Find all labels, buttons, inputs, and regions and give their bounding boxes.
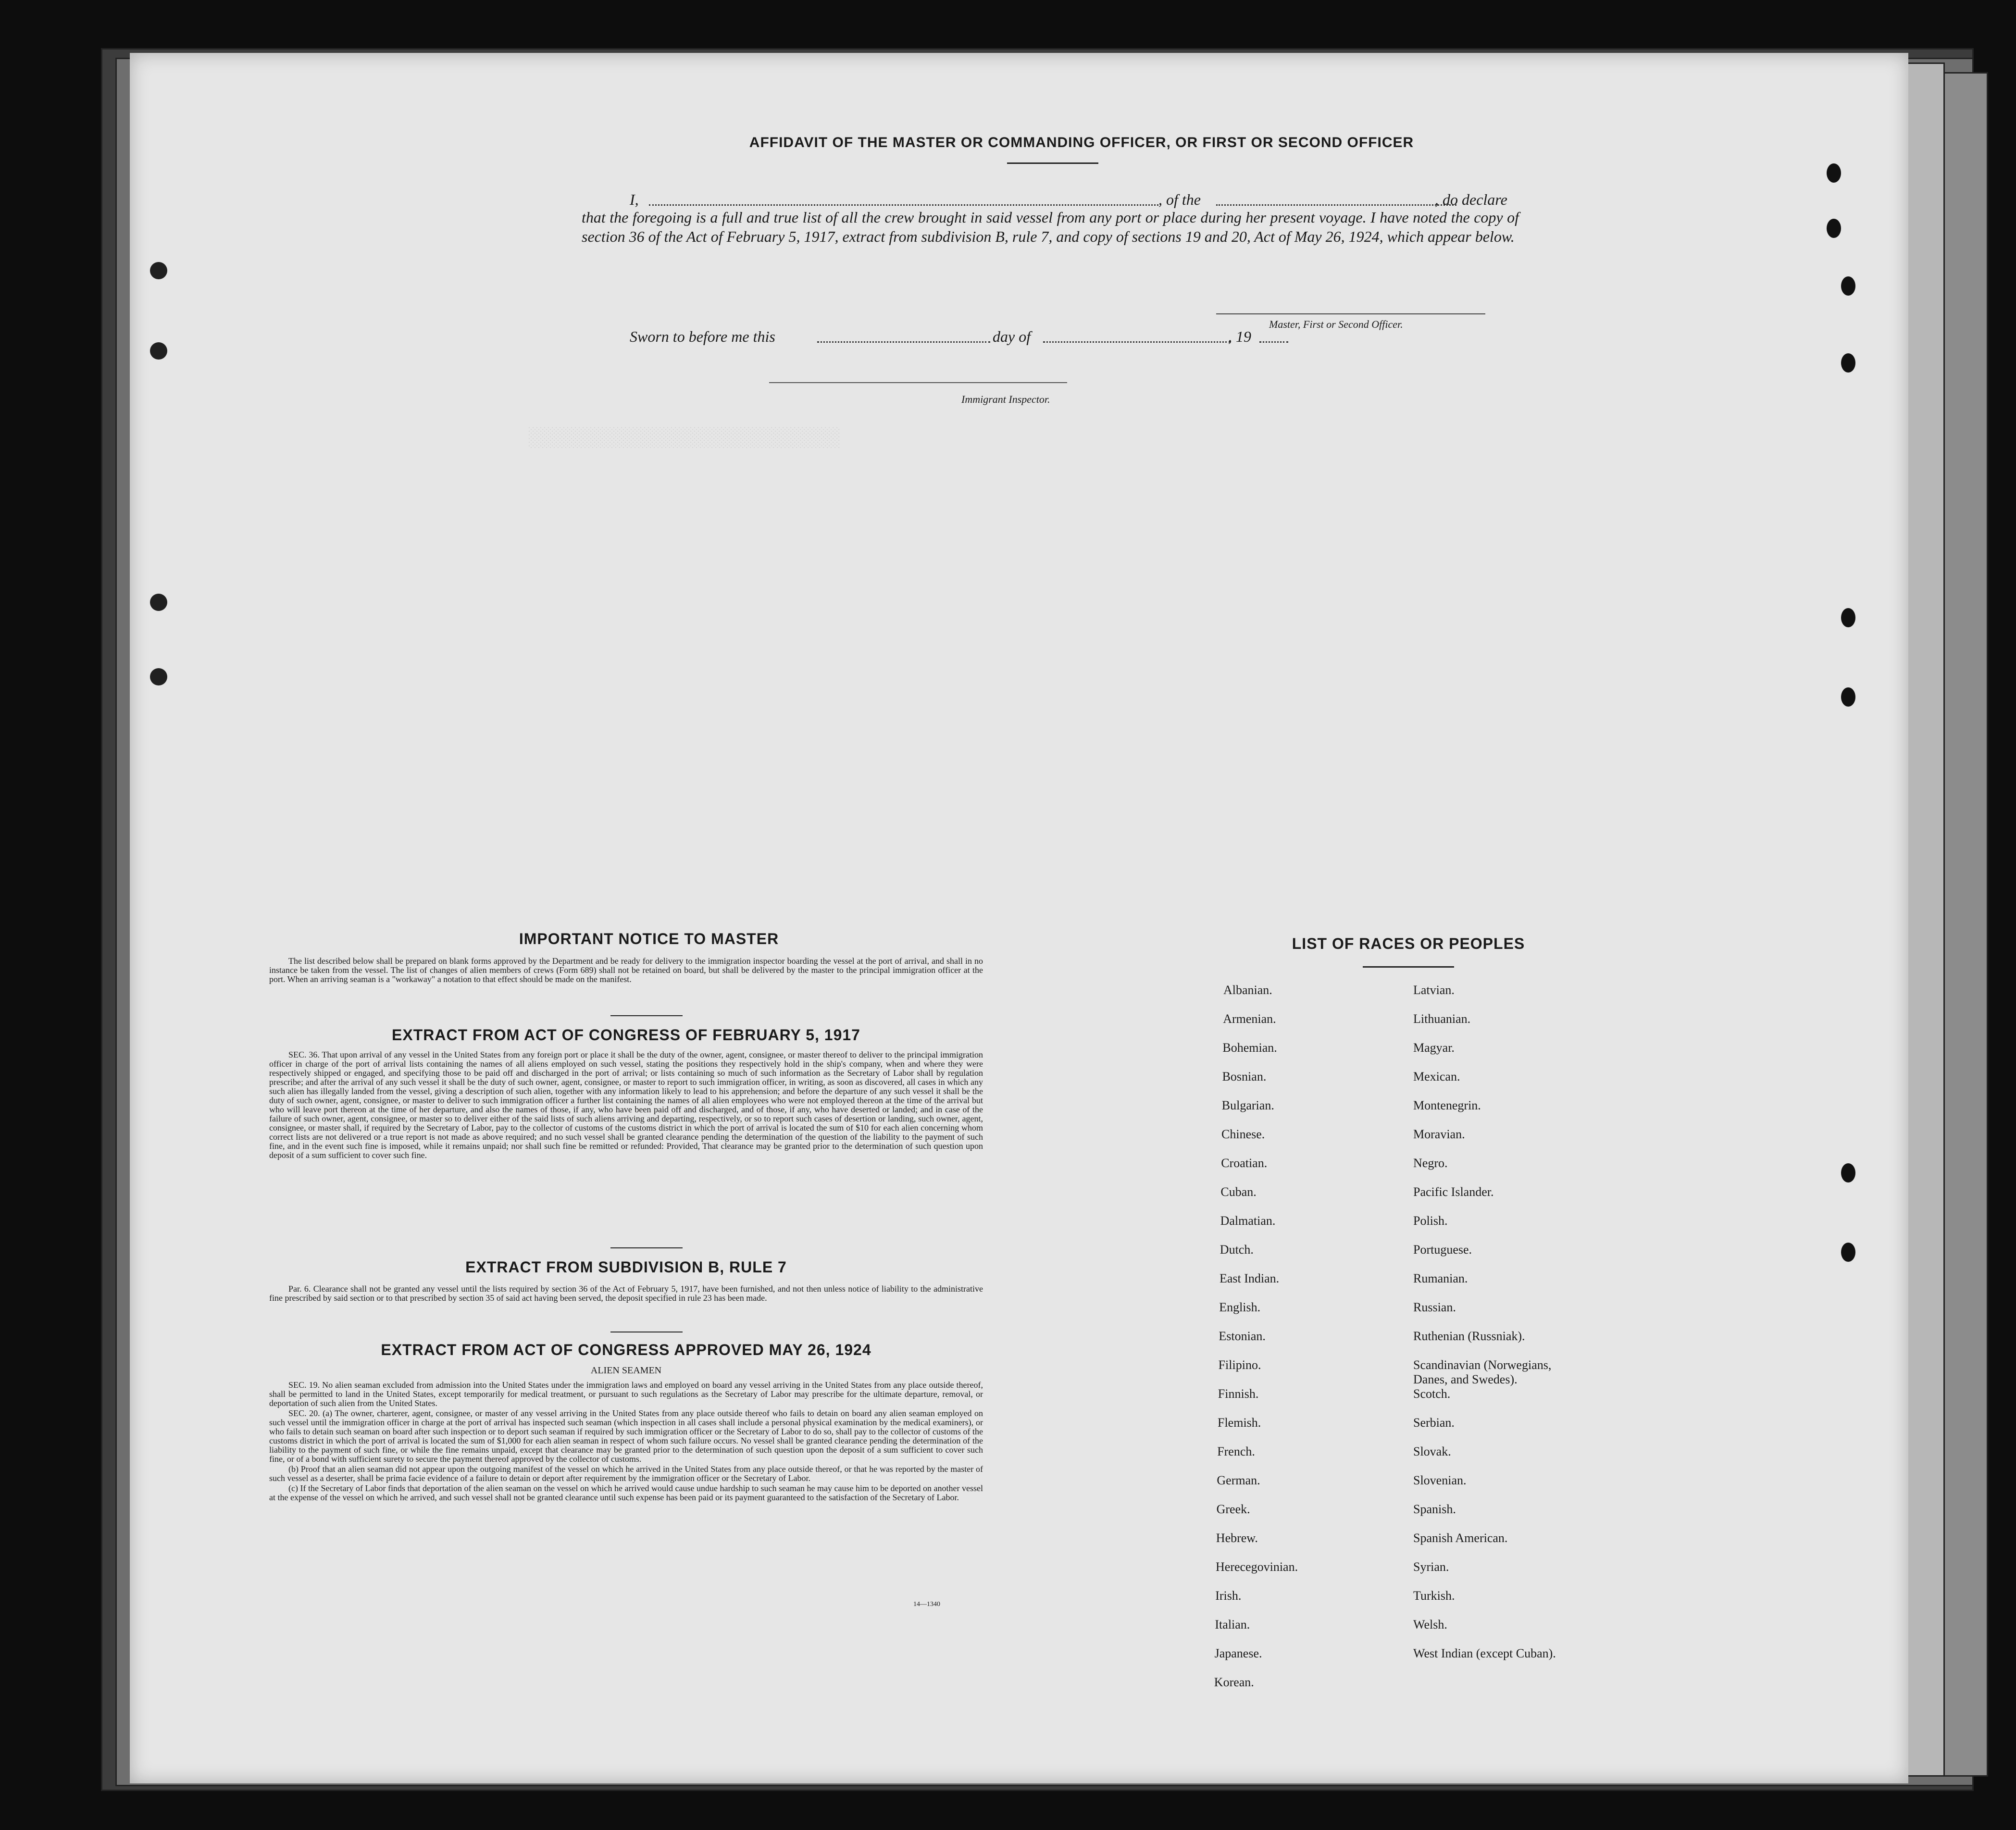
- document-page: [130, 53, 1908, 1783]
- vessel-field[interactable]: [1216, 204, 1456, 206]
- race-item: Hebrew.: [1216, 1531, 1258, 1545]
- race-item: East Indian.: [1220, 1271, 1280, 1285]
- punch-hole: [150, 594, 167, 611]
- race-item: Serbian.: [1413, 1416, 1455, 1430]
- race-item: Negro.: [1413, 1156, 1448, 1170]
- extract-1917-title: EXTRACT FROM ACT OF CONGRESS OF FEBRUARY 5, 1917: [392, 1026, 860, 1044]
- sworn-day-field[interactable]: [817, 341, 990, 343]
- race-item: Herecegovinian.: [1216, 1560, 1298, 1574]
- punch-hole: [1841, 276, 1855, 296]
- rule7-text: Par. 6. Clearance shall not be granted any vessel until the lists required by section 36 of the Act of February 5, 1917, have been furnished, and not then unless notice of liability to the administrative fine prescribed by said section or to that prescribed by section 35 of said act having been served, the deposit specified in rule 23 has been made.: [269, 1284, 983, 1303]
- punch-hole: [1841, 353, 1855, 373]
- race-item: German.: [1217, 1473, 1260, 1487]
- race-item: Moravian.: [1413, 1127, 1465, 1141]
- race-item: Magyar.: [1413, 1041, 1455, 1055]
- race-item: Slovenian.: [1413, 1473, 1467, 1487]
- punch-hole: [1827, 219, 1841, 238]
- race-item: West Indian (except Cuban).: [1413, 1646, 1556, 1660]
- affidavit-title: AFFIDAVIT OF THE MASTER OR COMMANDING OFFICER, OR FIRST OR SECOND OFFICER: [749, 135, 1414, 150]
- race-item: Dalmatian.: [1220, 1214, 1276, 1228]
- sworn-year-field[interactable]: [1259, 341, 1288, 343]
- race-item: Scandinavian (Norwegians,: [1413, 1358, 1552, 1372]
- race-item: Turkish.: [1413, 1589, 1455, 1603]
- race-item: Latvian.: [1413, 983, 1455, 997]
- rule7-title: EXTRACT FROM SUBDIVISION B, RULE 7: [465, 1258, 787, 1276]
- race-item: French.: [1217, 1444, 1255, 1458]
- punch-hole: [150, 262, 167, 279]
- races-underline: [1363, 966, 1454, 968]
- race-item: Flemish.: [1218, 1416, 1261, 1430]
- race-item: Albanian.: [1223, 983, 1272, 997]
- sworn-year: , 19: [1228, 328, 1251, 345]
- divider: [610, 1247, 683, 1248]
- race-item: Welsh.: [1413, 1618, 1447, 1631]
- affidavit-do-declare: , do declare: [1435, 191, 1507, 208]
- notice-text: The list described below shall be prepared on blank forms approved by the Department and be ready for delivery to the immigration inspector boarding the vessel at the port of arrival, and shall in no instance be taken from the vessel. The list of changes of alien members of crews (Form 689) shall not be retained on board, but shall be delivered by the master to the principal immigration officer at the port. When an arriving seaman is a "workaway" a notation to that effect should be made on the manifest.: [269, 956, 983, 984]
- sworn-prefix: Sworn to before me this: [630, 328, 775, 345]
- sec19: SEC. 19. No alien seaman excluded from admission into the United States under the immigration laws and employed on board any vessel arriving in the United States from any place outside thereof, shall be permitted to land in the United States, except temporarily for medical treatment, or pursuant to such regulations as the Secretary of Labor may prescribe for the ultimate departure, removal, or deportation of such alien from the United States.: [269, 1380, 983, 1408]
- race-item: Syrian.: [1413, 1560, 1449, 1574]
- punch-hole: [1841, 608, 1855, 627]
- race-item: Danes, and Swedes).: [1413, 1372, 1518, 1386]
- race-item: Scotch.: [1413, 1387, 1451, 1401]
- race-item: Chinese.: [1221, 1127, 1265, 1141]
- affidavit-i: I,: [630, 191, 639, 208]
- race-item: Dutch.: [1220, 1243, 1254, 1257]
- form-number: 14—1340: [913, 1601, 940, 1608]
- sec20c: (c) If the Secretary of Labor finds that deportation of the alien seaman on the vessel on which he arrived would cause undue hardship to such seaman he may cause him to be deported on another vessel at the expense of the vessel on which he arrived, and such vessel shall not be granted clearance until such expense has been paid or its payment guaranteed to the satisfaction of the Secretary of Labor.: [269, 1483, 983, 1502]
- race-item: Russian.: [1413, 1300, 1456, 1314]
- punch-hole: [1841, 1243, 1855, 1262]
- race-item: Croatian.: [1221, 1156, 1268, 1170]
- race-item: Italian.: [1215, 1618, 1250, 1631]
- race-item: Cuban.: [1220, 1185, 1257, 1199]
- sworn-month-field[interactable]: [1043, 341, 1231, 343]
- race-item: Slovak.: [1413, 1444, 1451, 1458]
- race-item: Portuguese.: [1413, 1243, 1472, 1257]
- signature-line[interactable]: [1216, 313, 1485, 314]
- alien-seamen-subtitle: ALIEN SEAMEN: [590, 1365, 662, 1376]
- race-item: Bosnian.: [1222, 1070, 1267, 1083]
- inspector-label: Immigrant Inspector.: [961, 393, 1050, 405]
- race-item: Lithuanian.: [1413, 1012, 1471, 1026]
- signature-label: Master, First or Second Officer.: [1269, 318, 1403, 330]
- race-item: Greek.: [1216, 1502, 1250, 1516]
- race-item: Mexican.: [1413, 1070, 1460, 1083]
- affidavit-body: that the foregoing is a full and true list of all the crew brought in said vessel from any port or place during her present voyage. I have noted the copy of section 36 of the Act of February 5, 1917, extract from subdivision B, rule 7, and copy of sections 19 and 20, Act of May 26, 1924, which appear below.: [582, 209, 1519, 245]
- race-item: Estonian.: [1219, 1329, 1266, 1343]
- race-item: Bulgarian.: [1221, 1098, 1274, 1112]
- race-item: Rumanian.: [1413, 1271, 1468, 1285]
- extract-1917-text: SEC. 36. That upon arrival of any vessel in the United States from any foreign port or place it shall be the duty of the owner, agent, consignee, or master thereof to deliver to the principal immigration officer in charge of the port of arrival lists containing the names of all aliens employed on such vessel, stating the positions they respectively hold in the ship's company, when and where they were respectively shipped or engaged, and specifying those to be paid off and discharged in the port of arrival; or lists containing so much of such information as the Secretary of Labor shall by regulation prescribe; and after the arrival of any such vessel it shall be the duty of such owner, agent, consignee, or master to report to such immigration officer, in writing, as soon as discovered, all cases in which any such alien has illegally landed from the vessel, giving a description of such alien, together with any information likely to lead to his apprehension; and before the departure of any such vessel it shall be the duty of such owner, agent, consignee, or master to deliver to such immigration officer a further list containing the names of all alien employees who were not employed thereon at the time of the arrival but who will leave port thereon at the time of her departure, and also the names of those, if any, who have been paid off and discharged, and of those, if any, who have deserted or landed; and in case of the failure of such owner, agent, consignee, or master so to deliver either of the said lists of such aliens arriving and departing, respectively, or so to report such cases of desertion or landing, such owner, agent, consignee, or master shall, if required by the Secretary of Labor, pay to the collector of customs of the customs district in which the port of arrival is located the sum of $10 for each alien concerning whom correct lists are not delivered or a true report is not made as above required; and no such vessel shall be granted clearance pending the determination of the question of the liability to the payment of such fine, and in the event such fine is imposed, while it remains unpaid; nor shall such fine be remitted or refunded: Provided, That clearance may be granted prior to the determination of such question upon deposit of a sum sufficient to cover such fine.: [269, 1050, 983, 1160]
- sec20b: (b) Proof that an alien seaman did not appear upon the outgoing manifest of the vessel on which he arrived in the United States from any place outside thereof, or that he was reported by the master of such vessel as a deserter, shall be prima facie evidence of a failure to detain or deport after requirement by the immigration officer or the Secretary of Labor.: [269, 1464, 983, 1483]
- bleed-through: ░░░░░░░░░░░░░░░░░░░░░░░░░░░: [529, 428, 841, 449]
- race-item: Finnish.: [1218, 1387, 1259, 1401]
- punch-hole: [1841, 687, 1855, 707]
- title-underline: [1007, 162, 1098, 164]
- punch-hole: [1841, 1163, 1855, 1183]
- race-item: Korean.: [1214, 1675, 1254, 1689]
- affidavit-of-the: , of the: [1158, 191, 1201, 208]
- race-item: Spanish American.: [1413, 1531, 1508, 1545]
- punch-hole: [150, 342, 167, 360]
- race-item: Spanish.: [1413, 1502, 1456, 1516]
- sec20a: SEC. 20. (a) The owner, charterer, agent, consignee, or master of any vessel arriving in the United States from any place outside thereof who fails to detain on board any alien seaman employed on such vessel until the immigration officer in charge at the port of arrival has inspected such seaman (which inspection in all cases shall include a personal physical examination by the medical examiners), or who fails to detain such seaman on board after such inspection or to deport such seaman if required by such immigration officer or the Secretary of Labor to do so, shall pay to the collector of customs of the customs district in which the port of arrival is located the sum of $1,000 for each alien seaman in respect of whom such failure occurs. No vessel shall be granted clearance pending the determination of the liability to the payment of such fine, or while the fine remains unpaid, except that clearance may be granted prior to the determination of such question upon the deposit of a sum sufficient to cover such fine, or of a bond with sufficient surety to secure the payment thereof approved by the collector of customs.: [269, 1408, 983, 1464]
- divider: [610, 1015, 683, 1016]
- inspector-signature-line[interactable]: [769, 382, 1067, 383]
- race-item: Filipino.: [1218, 1358, 1261, 1372]
- race-item: Japanese.: [1214, 1646, 1262, 1660]
- punch-hole: [1827, 163, 1841, 183]
- race-item: Pacific Islander.: [1413, 1185, 1494, 1199]
- notice-title: IMPORTANT NOTICE TO MASTER: [519, 930, 779, 947]
- sworn-day-of: day of: [993, 328, 1031, 345]
- punch-hole: [150, 668, 167, 685]
- race-item: English.: [1219, 1300, 1261, 1314]
- race-item: Armenian.: [1223, 1012, 1276, 1026]
- races-title: LIST OF RACES OR PEOPLES: [1292, 935, 1525, 952]
- extract-1924-title: EXTRACT FROM ACT OF CONGRESS APPROVED MAY 26, 1924: [381, 1341, 871, 1358]
- name-field[interactable]: [649, 204, 1158, 206]
- race-item: Polish.: [1413, 1214, 1448, 1228]
- race-item: Ruthenian (Russniak).: [1413, 1329, 1525, 1343]
- extract-1924-text: [269, 1381, 983, 1503]
- race-item: Bohemian.: [1222, 1041, 1277, 1055]
- race-item: Montenegrin.: [1413, 1098, 1481, 1112]
- race-item: Irish.: [1215, 1589, 1242, 1603]
